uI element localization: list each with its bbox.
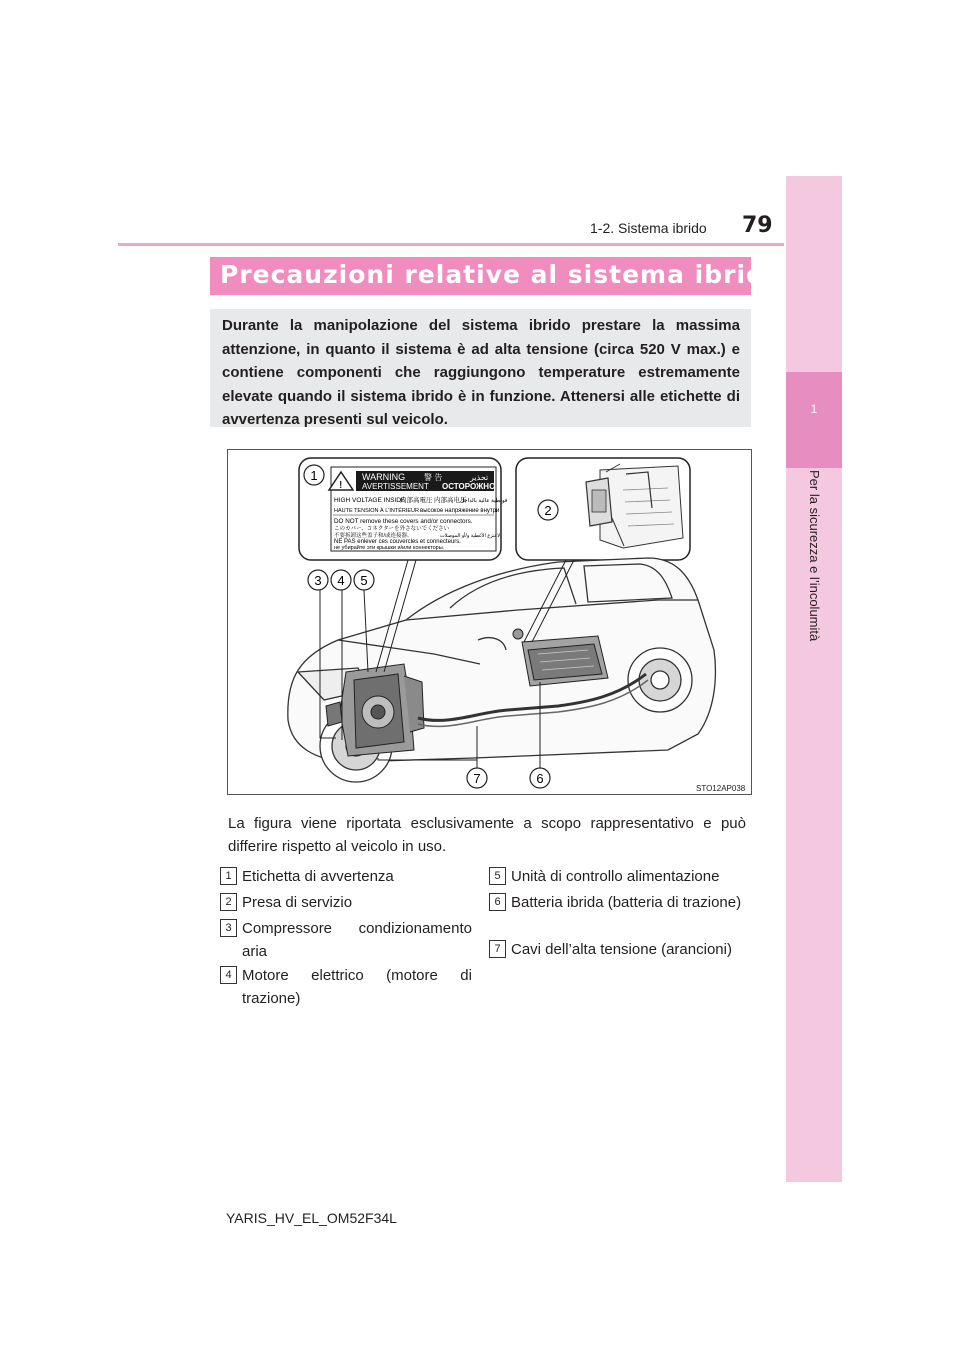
callout-1: [304, 465, 324, 485]
chapter-number: 1: [810, 402, 818, 416]
label-ru-high-voltage: высокое напряжение внутри: [420, 508, 500, 514]
label-haute-tension: HAUTE TENSION À L'INTÉRIEUR: [334, 508, 419, 514]
legend-number-box: 3: [220, 919, 237, 937]
callout-2: [538, 500, 558, 520]
warning-label-inset: [299, 458, 508, 560]
label-jp-high-voltage: 内部高電圧: [400, 497, 433, 504]
label-jp-warning: 警 告: [424, 473, 443, 482]
label-cn-high-voltage: 内部高电压: [434, 497, 467, 504]
label-ar-high-voltage: فولطية عالية بالداخل: [460, 498, 508, 504]
legend-number-box: 6: [489, 893, 506, 911]
label-avertissement: AVERTISSEMENT: [362, 482, 429, 491]
legend-number-box: 2: [220, 893, 237, 911]
svg-text:4: 4: [337, 573, 345, 588]
legend-number-box: 1: [220, 867, 237, 885]
svg-text:1: 1: [310, 468, 318, 483]
callout-3: [308, 570, 328, 590]
page-number: 79: [742, 213, 773, 238]
chapter-side-tab-active: [786, 372, 842, 468]
label-ne-pas: NE PAS enlever ces couvercles et connecteurs.: [334, 539, 461, 545]
legend-number-box: 5: [489, 867, 506, 885]
callout-5: [354, 570, 374, 590]
legend-text: Cavi dell’alta tensione (arancioni): [511, 941, 732, 958]
svg-text:!: !: [339, 480, 343, 491]
legend-number-box: 7: [489, 940, 506, 958]
legend-text: Presa di servizio: [242, 894, 353, 911]
figure-caption: La figura viene riportata esclusivamente a scopo rappresentativo e può differire rispetto al veicolo in uso.: [228, 815, 746, 855]
legend-number-box: 4: [220, 966, 237, 984]
chapter-label-text: Per la sicurezza e l’incolumità: [807, 470, 822, 642]
legend-text: Batteria ibrida (batteria di trazione): [511, 894, 742, 911]
legend-text: Compressore condizionamento aria: [242, 920, 472, 960]
chapter-label: [786, 470, 842, 790]
label-ar-warning: تحذير: [470, 473, 489, 482]
figure-code: STO12AP038: [696, 784, 746, 793]
svg-text:5: 5: [360, 573, 368, 588]
compressor-illustration: [326, 702, 342, 726]
intro-text: Durante la manipolazione del sistema ibrido prestare la massima attenzione, in quanto il sistema è ad alta tensione (circa 520 V max.) e contiene componenti che raggiungono temperature estremamente elevate quando il sistema ibrido è in funzione. Attenersi alle etichette di avvertenza presenti sul veicolo.: [222, 317, 740, 428]
svg-text:6: 6: [536, 771, 544, 786]
legend-text: Etichetta di avvertenza: [242, 868, 394, 885]
label-ar-do-not: لا تنزع الأغطية و/أو الموصلات: [440, 533, 501, 539]
label-jp-do-not: このカバー、コネクターを外さないでください: [334, 526, 450, 532]
hybrid-system-figure: [227, 449, 752, 795]
callout-4: [331, 570, 351, 590]
header-rule: [118, 243, 784, 246]
svg-text:7: 7: [473, 771, 481, 786]
footer-document-code: YARIS_HV_EL_OM52F34L: [226, 1210, 397, 1226]
label-ru-warning: ОСТОРОЖНО: [442, 482, 496, 491]
legend-text: Motore elettrico (motore di trazione): [242, 967, 472, 1007]
label-warning: WARNING: [362, 472, 406, 482]
callout-7: [467, 768, 487, 788]
label-do-not: DO NOT remove these covers and/or connectors.: [334, 518, 473, 525]
label-high-voltage: HIGH VOLTAGE INSIDE: [334, 497, 406, 504]
label-ru-do-not: не убирайте эти крышки и/или коннекторы.: [334, 545, 445, 551]
section-heading: Precauzioni relative al sistema ibrido: [220, 260, 784, 289]
svg-text:3: 3: [314, 573, 322, 588]
section-title: 1-2. Sistema ibrido: [590, 220, 707, 236]
label-cn-do-not: 不要拆卸这些盖子和/或连接器。: [334, 533, 413, 539]
svg-text:2: 2: [544, 503, 552, 518]
legend-text: Unità di controllo alimentazione: [511, 868, 720, 885]
callout-6: [530, 768, 550, 788]
